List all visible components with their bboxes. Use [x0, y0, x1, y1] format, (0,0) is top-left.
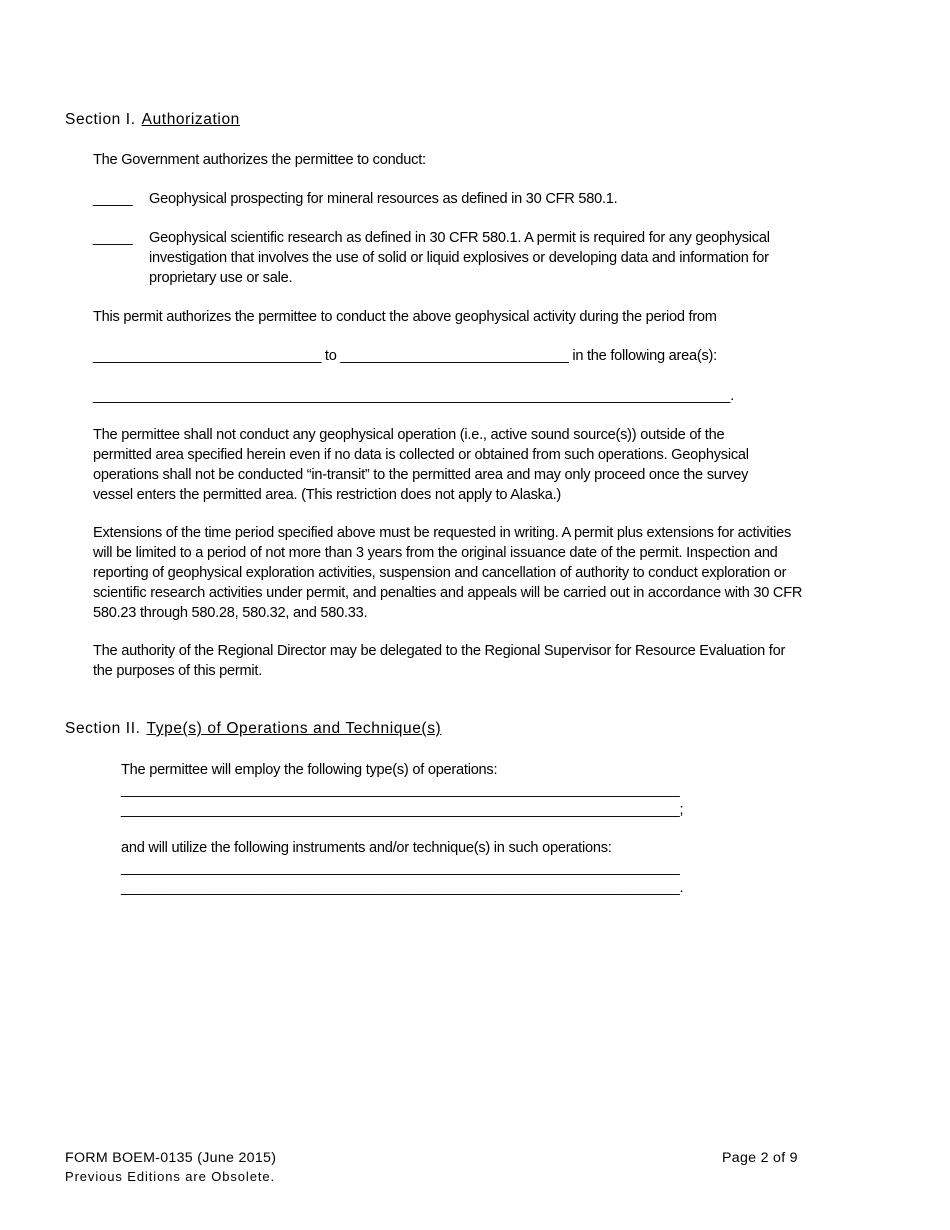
paragraph-line: vessel enters the permitted area. (This restriction does not apply to Alaska.) — [93, 487, 562, 503]
paragraph-line: The permittee shall not conduct any geophysical operation (i.e., active sound source(s)) outside of the — [93, 427, 725, 443]
operations-fields[interactable] — [121, 780, 683, 820]
instruments-field-line[interactable]: _______________________________________________________________________ — [121, 860, 680, 876]
operations-field-line[interactable]: _______________________________________________________________________ — [121, 782, 680, 798]
option-2-blank[interactable]: _____ — [93, 230, 133, 246]
operations-field-line[interactable]: _______________________________________________________________________; — [121, 802, 684, 818]
editions-note: Previous Editions are Obsolete. — [65, 1169, 275, 1184]
operations-text: The permittee will employ the following type(s) of operations: — [121, 762, 498, 778]
instruments-text: and will utilize the following instruments and/or technique(s) in such operations: — [121, 840, 612, 856]
option-2-line: proprietary use or sale. — [149, 270, 293, 286]
instruments-fields[interactable] — [121, 858, 683, 898]
paragraph-line: reporting of geophysical exploration activities, suspension and cancellation of authority to conduct exploration or — [93, 565, 787, 581]
section-1-label: Section I. — [65, 111, 136, 128]
area-field[interactable]: _________________________________________________________________________________. — [93, 388, 734, 404]
paragraph-line: 580.23 through 580.28, 580.32, and 580.33. — [93, 605, 368, 621]
section-2-label: Section II. — [65, 720, 141, 737]
authority-paragraph — [93, 641, 785, 681]
period-text: This permit authorizes the permittee to conduct the above geophysical activity during the period from — [93, 309, 717, 325]
paragraph-line: Extensions of the time period specified above must be requested in writing. A permit plus extensions for activities — [93, 525, 792, 541]
option-2-text — [149, 228, 770, 288]
section-2-heading — [65, 720, 441, 738]
section-1-title: Authorization — [141, 111, 240, 128]
option-2-line: investigation that involves the use of solid or liquid explosives or developing data and information for — [149, 250, 769, 266]
section-2-title: Type(s) of Operations and Technique(s) — [146, 720, 442, 737]
paragraph-line: will be limited to a period of not more than 3 years from the original issuance date of the permit. Inspection and — [93, 545, 778, 561]
page-number: Page 2 of 9 — [722, 1150, 798, 1166]
paragraph-line: the purposes of this permit. — [93, 663, 263, 679]
option-1-text — [149, 189, 617, 209]
form-number: FORM BOEM-0135 (June 2015) — [65, 1150, 277, 1166]
extensions-paragraph — [93, 523, 802, 623]
paragraph-line: scientific research activities under permit, and penalties and appeals will be carried out in accordance with 30 CFR — [93, 585, 803, 601]
paragraph-line: permitted area specified herein even if no data is collected or obtained from such operations. Geophysical — [93, 447, 749, 463]
restriction-paragraph — [93, 425, 749, 505]
option-2-line: Geophysical scientific research as defined in 30 CFR 580.1. A permit is required for any geophysical — [149, 230, 770, 246]
period-date-fields[interactable]: _____________________________ to _____________________________ in the following area(s): — [93, 348, 717, 364]
instruments-field-line[interactable]: _______________________________________________________________________. — [121, 880, 684, 896]
section-1-heading — [65, 111, 240, 129]
option-1-blank[interactable]: _____ — [93, 191, 133, 207]
paragraph-line: The authority of the Regional Director may be delegated to the Regional Supervisor for Resource Evaluation for — [93, 643, 786, 659]
section-1-intro: The Government authorizes the permittee to conduct: — [93, 152, 426, 168]
paragraph-line: operations shall not be conducted “in-transit” to the permitted area and may only proceed once the survey — [93, 467, 749, 483]
option-1-line: Geophysical prospecting for mineral resources as defined in 30 CFR 580.1. — [149, 191, 618, 207]
